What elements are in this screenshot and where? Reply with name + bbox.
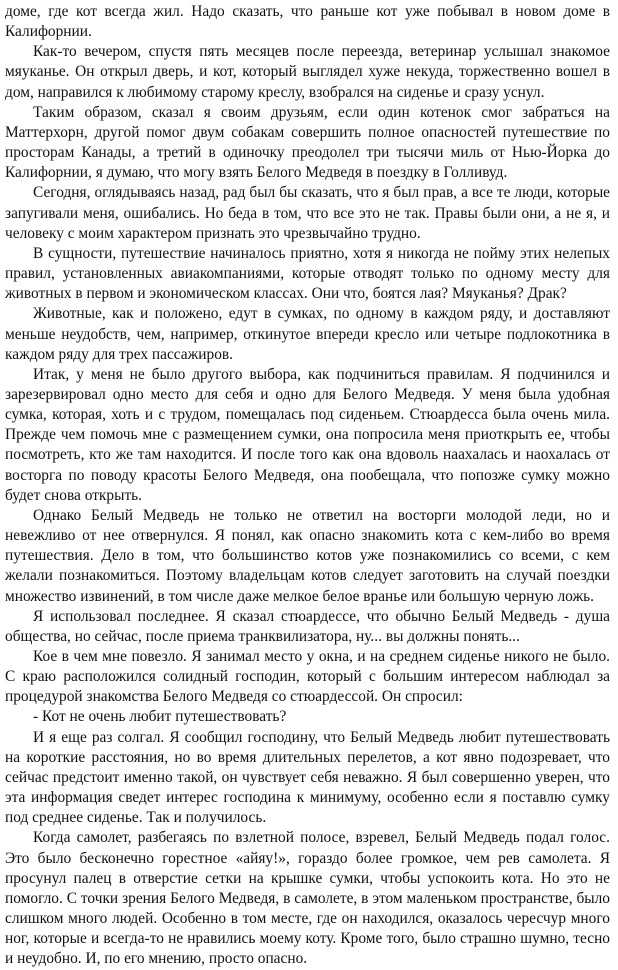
paragraph: Я использовал последнее. Я сказал стюардессе, что обычно Белый Медведь - душа общества, но сейчас, после приема транквилизатора, ну... вы должны понять... (5, 607, 610, 645)
paragraph: Однако Белый Медведь не только не ответил на восторги молодой леди, но и невежливо от нее отвернулся. Я понял, как опасно знакомить кота с кем-либо во время путешествия. Дело в том, что большинство котов уже познакомились со всеми, с кем желали познакомиться. Поэтому владельцам котов следует заготовить на случай поездки множество извинений, в том числе даже мелкое белое вранье или большую черную ложь. (5, 506, 610, 605)
paragraph: В сущности, путешествие начиналось приятно, хотя я никогда не пойму этих нелепых правил, установленных авиакомпаниями, которые отводят только по одному месту для животных в первом и экономическом классах. Они что, боятся лая? Мяуканья? Драк? (5, 244, 610, 303)
paragraph: Животные, как и положено, едут в сумках, по одному в каждом ряду, и доставляют меньше неудобств, чем, например, откинутое впереди кресло или четыре подлокотника в каждом ряду для трех пассажиров. (5, 305, 610, 363)
paragraph: Когда самолет, разбегаясь по взлетной полосе, взревел, Белый Медведь подал голос. Это было бесконечно горестное «айяу!», гораздо более громкое, чем рев самолета. Я просунул палец в отверстие сетки на крышке сумки, чтобы успокоить кота. Но это не помогло. С точки зрения Белого Медведя, в самолете, в этом маленьком пространстве, было слишком много людей. Особенно в том месте, где он находился, оказалось чересчур много ног, которые и всегда-то не нравились моему коту. Кроме того, было страшно шумно, тесно и неудобно. И, по его мнению, просто опасно. (5, 829, 610, 968)
paragraph-continuation: доме, где кот всегда жил. Надо сказать, что раньше кот уже побывал в новом доме в Калифорнии. (5, 3, 610, 41)
paragraph: Таким образом, сказал я своим друзьям, если один котенок смог забраться на Маттерхорн, другой помог двум собакам совершить полное опасностей путешествие по просторам Канады, а третий в одиночку преодолел три тысячи миль от Нью-Йорка до Калифорнии, я думаю, что могу взять Белого Медведя в поездку в Голливуд. (5, 103, 610, 182)
dialogue-line: - Кот не очень любит путешествовать? (33, 708, 287, 726)
paragraph: Кое в чем мне повезло. Я занимал место у окна, и на среднем сиденье никого не было. С краю расположился солидный господин, который с большим интересом наблюдал за процедурой знакомства Белого Медведя со стюардессой. Он спросил: (5, 648, 610, 706)
paragraph: И я еще раз солгал. Я сообщил господину, что Белый Медведь любит путешествовать на короткие расстояния, но во время длительных перелетов, а кот явно подозревает, что сейчас предстоит именно такой, он чувствует себя неважно. Я был совершенно уверен, что эта информация сведет интерес господина к минимуму, особенно если я поставлю сумку под среднее сиденье. Так и получилось. (5, 728, 610, 827)
paragraph: Итак, у меня не было другого выбора, как подчиниться правилам. Я подчинился и зарезервировал одно место для себя и одно для Белого Медведя. У меня была удобная сумка, которая, хоть и с трудом, помещалась под сиденьем. Стюардесса была очень мила. Прежде чем помочь мне с размещением сумки, она попросила меня приоткрыть ее, чтобы посмотреть, кто же там находится. И после того как она вдоволь наахалась и наохалась от восторга по поводу красоты Белого Медведя, она пообещала, что попозже сумку можно будет снова открыть. (5, 365, 610, 504)
paragraph: Как-то вечером, спустя пять месяцев после переезда, ветеринар услышал знакомое мяуканье. Он открыл дверь, и кот, который выглядел хуже некуда, торжественно вошел в дом, направился к любимому старому креслу, взобрался на сиденье и сразу уснул. (5, 43, 610, 101)
paragraph: Сегодня, оглядываясь назад, рад был бы сказать, что я был прав, а все те люди, которые запугивали меня, ошибались. Но беда в том, что все это не так. Правы были они, а не я, и человеку с моим характером признать это чрезвычайно трудно. (5, 184, 610, 242)
